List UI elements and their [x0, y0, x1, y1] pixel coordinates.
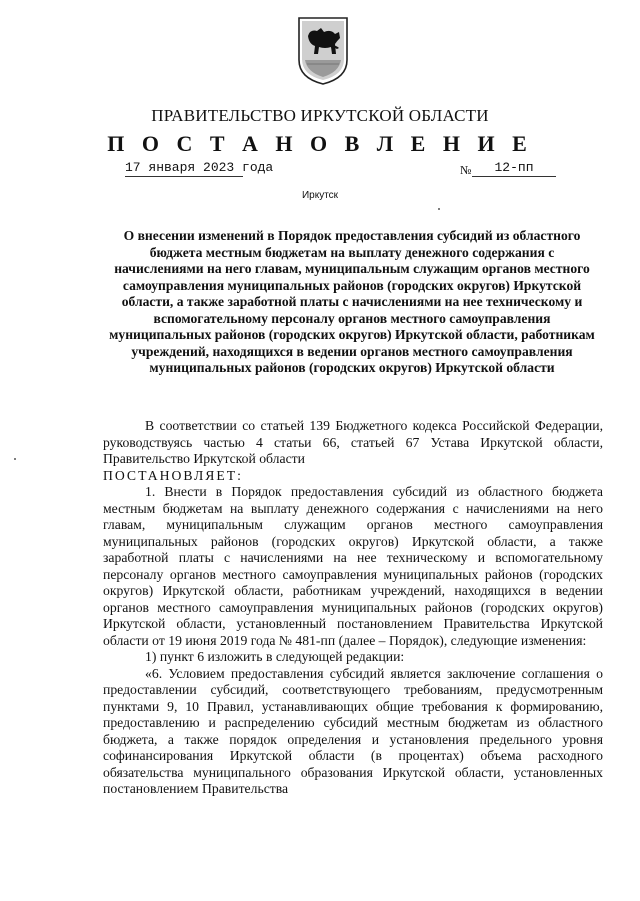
quote-item-6-paragraph: «6. Условием предоставления субсидий является заключение соглашения о предоставлении субсидий, соответствующего требованиям, предусмотренным пунктами 9, 10 Правил, устанавливающих общие требования к формированию, предоставлению и распределению субсидий местным бюджетам из областного бюджета, а также порядок определения и установления предельного уровня софинансирования Иркутской области (в процентах) объема расходного обязательства муниципального образования Иркутской области, установленных постановлением Правительства	[103, 665, 603, 796]
document-body	[103, 418, 603, 798]
document-type: П О С Т А Н О В Л Е Н И Е	[107, 131, 533, 156]
item-1-paragraph: 1. Внести в Порядок предоставления субсидий из областного бюджета местным бюджетам на выплату денежного содержания с начислениями на него главам, муниципальным служащим органов местного самоуправления муниципальных районов (городских округов) Иркутской области, а также заработной платы с начислениями на нее техническому и вспомогательному персоналу органов местного самоуправления муниципальных районов (городских округов) Иркутской области, работникам учреждений, находящихся в ведении органов местного самоуправления муниципальных районов (городских округов) Иркутской области, установленный постановлением Правительства Иркутской области от 19 июня 2019 года № 481-пп (далее – Порядок), следующие изменения:	[103, 484, 603, 648]
document-number: 12-пп	[472, 160, 556, 177]
item-1-1-paragraph: 1) пункт 6 изложить в следующей редакции:	[145, 649, 405, 664]
scan-speck	[438, 208, 440, 210]
number-sign: №	[460, 163, 472, 177]
intro-paragraph: В соответствии со статьей 139 Бюджетного кодекса Российской Федерации, руководствуясь частью 4 статьи 66, статьей 67 Устава Иркутской области, Правительство Иркутской области	[103, 418, 603, 466]
irkutsk-coat-of-arms-icon	[295, 14, 351, 86]
document-date: 17 января 2023 года	[125, 160, 274, 175]
scan-speck	[14, 458, 16, 460]
government-name: ПРАВИТЕЛЬСТВО ИРКУТСКОЙ ОБЛАСТИ	[151, 106, 489, 125]
document-subject: О внесении изменений в Порядок предоставления субсидий из областного бюджета местным бюджетам на выплату денежного содержания с начислениями на него главам, муниципальным служащим органов местного самоуправления муниципальных районов (городских округов) Иркутской области, а также заработной платы с начислениями на нее техническому и вспомогательному персоналу органов местного самоуправления муниципальных районов (городских округов) Иркутской области, работникам учреждений, находящихся в ведении органов местного самоуправления муниципальных районов (городских округов) Иркутской области	[109, 228, 595, 375]
document-city: Иркутск	[301, 190, 339, 201]
decree-word: ПОСТАНОВЛЯЕТ:	[103, 467, 243, 483]
